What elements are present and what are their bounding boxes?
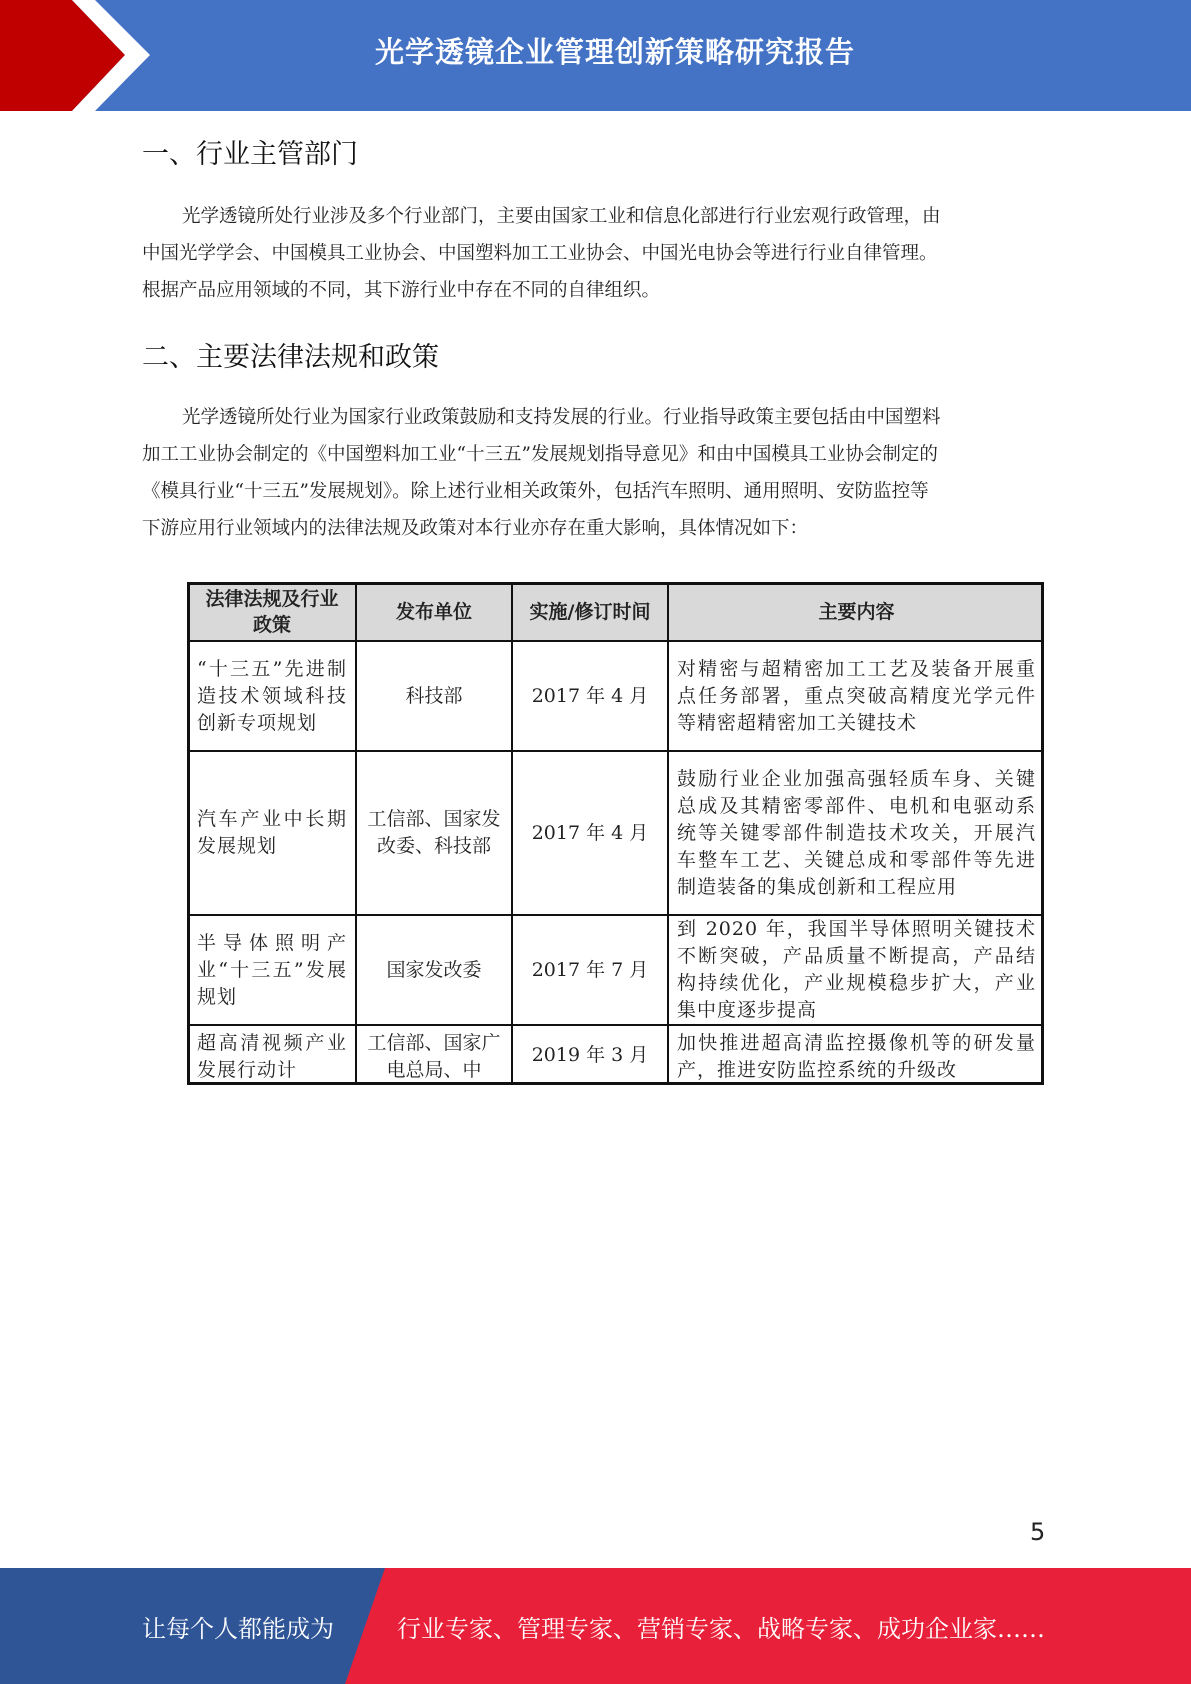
- column-header-content: 主要内容: [668, 583, 1044, 641]
- page-header: [0, 0, 1191, 111]
- cell-policy: “十三五”先进制造技术领域科技创新专项规划: [188, 641, 356, 751]
- table-row: [188, 915, 1044, 1025]
- cell-policy: 超高清视频产业发展行动计: [188, 1025, 356, 1085]
- footer-slogan-left: 让每个人都能成为: [142, 1614, 334, 1643]
- cell-issuer: 国家发改委: [356, 915, 512, 1025]
- document-title: 光学透镜企业管理创新策略研究报告: [374, 34, 855, 69]
- cell-date: 2017 年 7 月: [512, 915, 668, 1025]
- cell-issuer: 科技部: [356, 641, 512, 751]
- cell-policy: 汽车产业中长期发展规划: [188, 751, 356, 915]
- section-paragraph-laws: [142, 399, 1047, 547]
- section-heading-laws: 二、主要法律法规和政策: [142, 342, 439, 373]
- paragraph-line: 光学透镜所处行业为国家行业政策鼓励和支持发展的行业。行业指导政策主要包括由中国塑料: [182, 407, 941, 428]
- cell-content: 到 2020 年，我国半导体照明关键技术不断突破，产品质量不断提高，产品结构持续优化，产业规模稳步扩大，产业集中度逐步提高: [668, 915, 1044, 1025]
- paragraph-line: 根据产品应用领域的不同，其下游行业中存在不同的自律组织。: [142, 280, 661, 301]
- section-heading-authorities: 一、行业主管部门: [142, 139, 358, 170]
- column-header-policy: 法律法规及行业政策: [188, 583, 356, 641]
- policy-table: [187, 582, 1044, 1085]
- cell-content: 加快推进超高清监控摄像机等的研发量产，推进安防监控系统的升级改: [668, 1025, 1044, 1085]
- paragraph-line: 光学透镜所处行业涉及多个行业部门，主要由国家工业和信息化部进行行业宏观行政管理，由: [182, 206, 941, 227]
- cell-content: 鼓励行业企业加强高强轻质车身、关键总成及其精密零部件、电机和电驱动系统等关键零部件制造技术攻关，开展汽车整车工艺、关键总成和零部件等先进制造装备的集成创新和工程应用: [668, 751, 1044, 915]
- section-paragraph-authorities: [142, 198, 1047, 309]
- paragraph-line: 下游应用行业领域内的法律法规及政策对本行业亦存在重大影响，具体情况如下：: [142, 518, 809, 539]
- cell-date: 2019 年 3 月: [512, 1025, 668, 1085]
- cell-policy: 半导体照明产业“十三五”发展规划: [188, 915, 356, 1025]
- table-row: [188, 641, 1044, 751]
- policy-table-container: [187, 582, 1044, 1085]
- table-row: [188, 1025, 1044, 1085]
- paragraph-line: 中国光学学会、中国模具工业协会、中国塑料加工工业协会、中国光电协会等进行行业自律管理。: [142, 243, 938, 264]
- paragraph-line: 加工工业协会制定的《中国塑料加工业“十三五”发展规划指导意见》和由中国模具工业协会制定的: [142, 444, 938, 465]
- cell-content: 对精密与超精密加工工艺及装备开展重点任务部署，重点突破高精度光学元件等精密超精密加工关键技术: [668, 641, 1044, 751]
- page-number: 5: [1030, 1518, 1046, 1546]
- cell-date: 2017 年 4 月: [512, 751, 668, 915]
- page-footer: [0, 1568, 1191, 1684]
- cell-date: 2017 年 4 月: [512, 641, 668, 751]
- table-row: [188, 751, 1044, 915]
- footer-slogan-right: 行业专家、管理专家、营销专家、战略专家、成功企业家……: [397, 1614, 1045, 1643]
- paragraph-line: 《模具行业“十三五”发展规划》。除上述行业相关政策外，包括汽车照明、通用照明、安防监控等: [142, 481, 929, 502]
- cell-issuer: 工信部、国家广电总局、中: [356, 1025, 512, 1085]
- table-header-row: [188, 583, 1044, 641]
- cell-issuer: 工信部、国家发改委、科技部: [356, 751, 512, 915]
- column-header-issuer: 发布单位: [356, 583, 512, 641]
- column-header-date: 实施/修订时间: [512, 583, 668, 641]
